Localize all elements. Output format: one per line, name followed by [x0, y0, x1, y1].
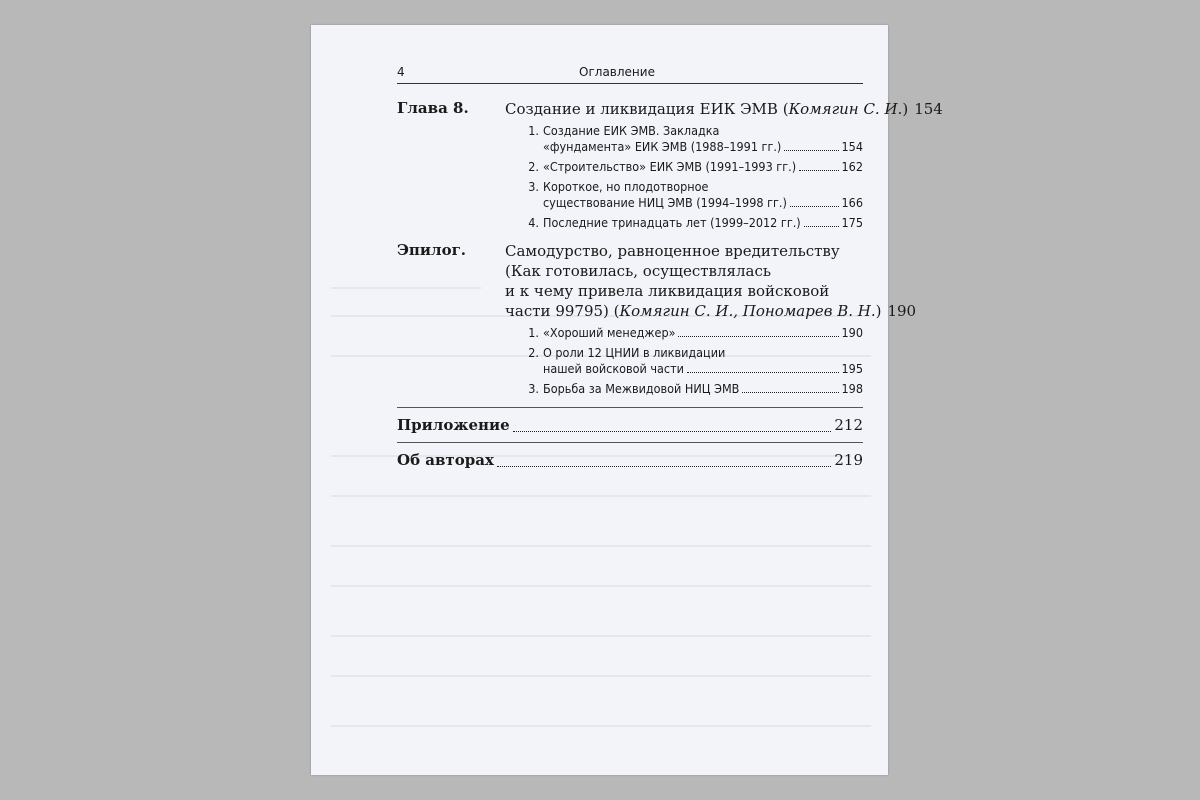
subitem-number: 2.: [528, 345, 539, 360]
authors-label: Об авторах: [397, 451, 494, 469]
subitem-number: 2.: [528, 159, 539, 174]
subitem-line: О роли 12 ЦНИИ в ликвидации: [543, 345, 726, 360]
subitem-number: 4.: [528, 215, 539, 230]
toc-subitem: [528, 123, 863, 155]
subitem-title: «Хороший менеджер»: [543, 325, 676, 340]
subitem-number: 3.: [528, 179, 539, 194]
appendix-page: 212: [834, 416, 863, 434]
toc-subitem: [528, 381, 863, 397]
toc-appendix: [397, 414, 863, 436]
toc-subitem: [528, 159, 863, 175]
subitem-number: 3.: [528, 381, 539, 396]
subitem-title: существование НИЦ ЭМВ (1994–1998 гг.): [543, 195, 787, 210]
appendix-label: Приложение: [397, 416, 510, 434]
toc-chapter-8: [397, 99, 943, 231]
subitem-page: 162: [841, 159, 863, 174]
epilogue-label: Эпилог.: [397, 241, 467, 259]
subitem-page: 198: [841, 381, 863, 396]
section-rule: [397, 407, 863, 408]
chapter-title: Создание и ликвидация ЕИК ЭМВ (Комягин С. И.): [505, 100, 909, 118]
header-rule: [397, 83, 863, 84]
subitem-title: нашей войсковой части: [543, 361, 684, 376]
subitem-line: Короткое, но плодотворное: [543, 179, 709, 194]
chapter-page: 154: [914, 100, 943, 118]
page-number: 4: [397, 65, 405, 79]
subitem-page: 166: [841, 195, 863, 210]
running-title: Оглавление: [579, 65, 655, 79]
epilogue-last-line: части 99795) (Комягин С. И., Пономарев В. Н.): [505, 302, 882, 320]
subitem-title: «фундамента» ЕИК ЭМВ (1988–1991 гг.): [543, 139, 782, 154]
subitem-number: 1.: [528, 123, 539, 138]
epilogue-line-1: Самодурство, равноценное вредительству: [505, 242, 840, 260]
epilogue-line-3: и к чему привела ликвидация войсковой: [505, 282, 830, 300]
subitem-title: «Строительство» ЕИК ЭМВ (1991–1993 гг.): [543, 159, 797, 174]
subitem-page: 195: [841, 361, 863, 376]
toc-subitem: [528, 215, 863, 231]
section-rule: [397, 442, 863, 443]
toc-authors: [397, 449, 863, 471]
authors-page: 219: [834, 451, 863, 469]
subitem-number: 1.: [528, 325, 539, 340]
book-page: [311, 25, 943, 775]
subitem-page: 154: [841, 139, 863, 154]
subitem-page: 175: [841, 215, 863, 230]
subitem-line: Создание ЕИК ЭМВ. Закладка: [543, 123, 720, 138]
toc-epilogue: [397, 241, 917, 397]
table-of-contents: [397, 99, 943, 471]
toc-subitem: [528, 345, 863, 377]
toc-subitem: [528, 325, 863, 341]
toc-subitem: [528, 179, 863, 211]
epilogue-page: 190: [887, 302, 917, 320]
subitem-title: Борьба за Межвидовой НИЦ ЭМВ: [543, 381, 740, 396]
subitem-page: 190: [841, 325, 863, 340]
subitem-title: Последние тринадцать лет (1999–2012 гг.): [543, 215, 801, 230]
epilogue-line-2: (Как готовилась, осуществлялась: [505, 262, 772, 280]
chapter-label: Глава 8.: [397, 99, 469, 117]
